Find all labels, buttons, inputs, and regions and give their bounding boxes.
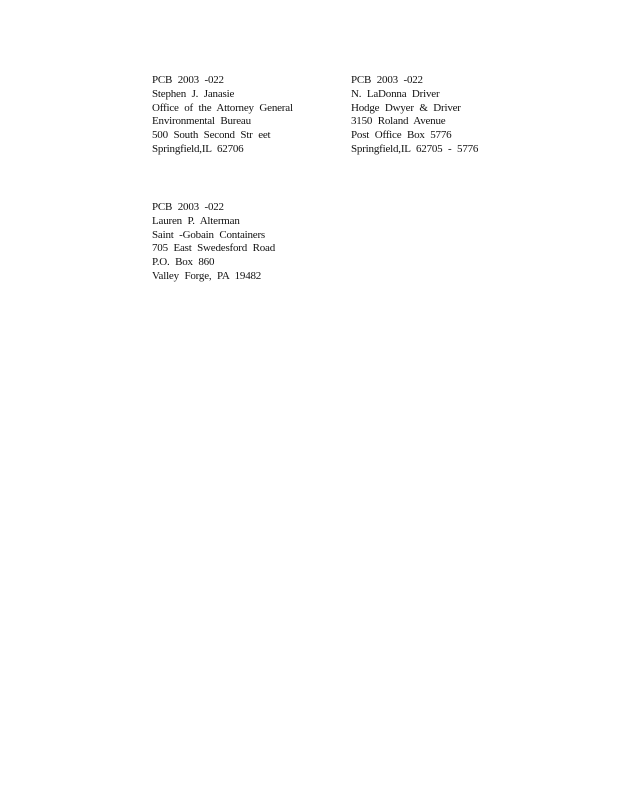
recipient-name: Stephen J. Janasie <box>152 87 235 100</box>
organization: Saint -Gobain Containers <box>152 228 266 241</box>
city-state-zip: Springfield,IL 62705 - 5776 <box>351 142 479 155</box>
city-state-zip: Springfield,IL 62706 <box>152 142 244 155</box>
street-address: 500 South Second Str eet <box>152 129 271 142</box>
address-block-janasie <box>152 74 293 157</box>
case-number: PCB 2003 -022 <box>152 74 224 86</box>
organization: Hodge Dwyer & Driver <box>351 101 461 114</box>
street-address: 705 East Swedesford Road <box>152 242 276 255</box>
case-number: PCB 2003 -022 <box>152 201 224 213</box>
address-block-alterman <box>152 201 275 284</box>
organization: Office of the Attorney General <box>152 101 293 114</box>
address-block-driver <box>351 74 478 157</box>
po-box: P.O. Box 860 <box>152 256 215 269</box>
po-box: Post Office Box 5776 <box>351 129 452 142</box>
recipient-name: N. LaDonna Driver <box>351 87 440 100</box>
city-state-zip: Valley Forge, PA 19482 <box>152 269 262 282</box>
recipient-name: Lauren P. Alterman <box>152 214 240 227</box>
case-number: PCB 2003 -022 <box>351 74 423 86</box>
street-address: 3150 Roland Avenue <box>351 115 446 128</box>
department: Environmental Bureau <box>152 115 251 128</box>
